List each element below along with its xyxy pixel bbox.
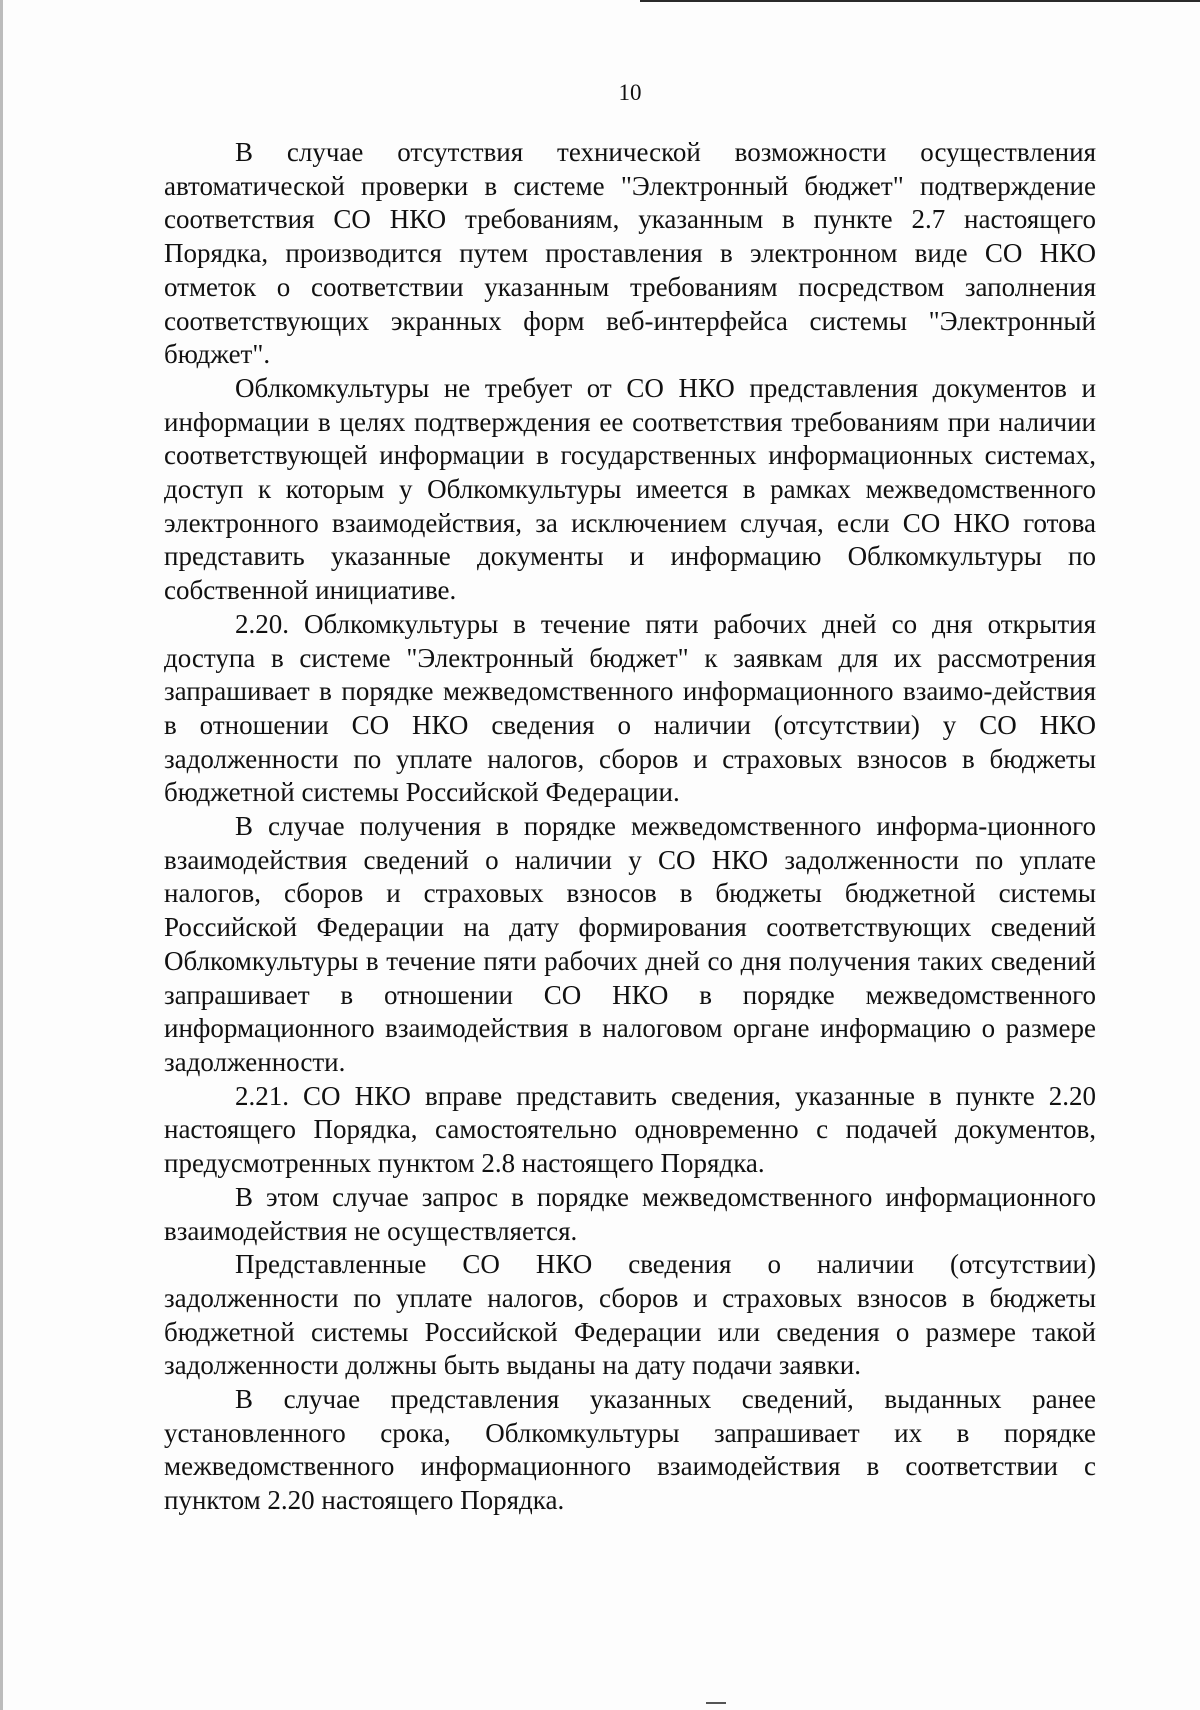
paragraph-2: Облкомкультуры не требует от СО НКО представления документов и информации в целях подтверждения ее соответствия требованиям при наличии соответствующей информации в государственных информационных системах, доступ к которым у Облкомкультуры имеется в рамках межведомственного электронного взаимодействия, за исключением случая, если СО НКО готова представить указанные документы и информацию Облкомкультуры по собственной инициативе. (164, 372, 1096, 606)
scan-footer-mark (706, 1702, 726, 1704)
paragraph-1: В случае отсутствия технической возможности осуществления автоматической проверки в системе "Электронный бюджет" подтверждение соответствия СО НКО требованиям, указанным в пункте 2.7 настоящего Порядка, производится путем проставления в электронном виде СО НКО отметок о соответствии указанным требованиям посредством заполнения соответствующих экранных форм веб-интерфейса системы "Электронный бюджет". (164, 137, 1096, 370)
paragraph-4: В случае получения в порядке межведомственного информа-ционного взаимодействия сведений о наличии у СО НКО задолженности по уплате налогов, сборов и страховых взносов в бюджеты бюджетной системы Российской Федерации на дату формирования соответствующих сведений Облкомкультуры в течение пяти рабочих дней со дня получения таких сведений запрашивает в отношении СО НКО в порядке межведомственного информационного взаимодействия в налоговом органе информацию о размере задолженности. (164, 811, 1096, 1077)
paragraph-7: Представленные СО НКО сведения о наличии (отсутствии) задолженности по уплате налогов, сборов и страховых взносов в бюджеты бюджетной системы Российской Федерации или сведения о размере такой задолженности должны быть выданы на дату подачи заявки. (164, 1249, 1096, 1381)
scan-left-edge (0, 0, 3, 1710)
paragraph-5: 2.21. СО НКО вправе представить сведения, указанные в пункте 2.20 настоящего Порядка, самостоятельно одновременно с подачей документов, предусмотренных пунктом 2.8 настоящего Порядка. (164, 1080, 1096, 1179)
paragraph-8: В случае представления указанных сведений, выданных ранее установленного срока, Облкомкультуры запрашивает их в порядке межведомственного информационного взаимодействия в соответствии с пунктом 2.20 настоящего Порядка. (164, 1384, 1096, 1516)
document-body (164, 136, 1096, 1518)
page-number: 10 (618, 80, 642, 105)
paragraph-3: 2.20. Облкомкультуры в течение пяти рабочих дней со дня открытия доступа в системе "Электронный бюджет" к заявкам для их рассмотрения запрашивает в порядке межведомственного информационного взаимо-действия в отношении СО НКО сведения о наличии (отсутствии) у СО НКО задолженности по уплате налогов, сборов и страховых взносов в бюджеты бюджетной системы Российской Федерации. (164, 608, 1096, 808)
paragraph-6: В этом случае запрос в порядке межведомственного информационного взаимодействия не осуществляется. (164, 1181, 1096, 1246)
scan-top-edge (640, 0, 1200, 2)
